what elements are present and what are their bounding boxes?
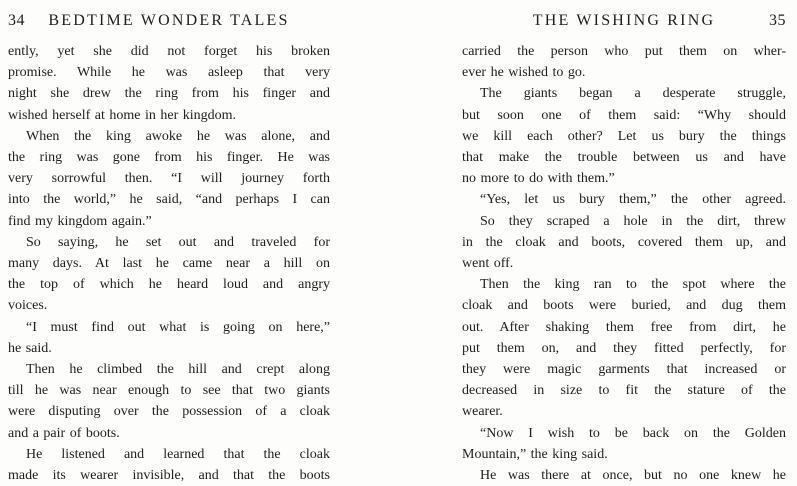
text-line: voices. (8, 298, 48, 314)
text-line: made its wearer invisible, and that the boots (8, 468, 330, 484)
text-line: find my kingdom again.” (8, 213, 152, 229)
text-line: Mountain,” the king said. (462, 446, 608, 462)
text-line: He listened and learned that the cloak (26, 446, 330, 462)
paragraph (8, 359, 330, 444)
text-line: night she drew the ring from his finger and (8, 86, 330, 102)
paragraph (462, 423, 786, 465)
text-line: “I must find out what is going on here,” (26, 319, 330, 335)
text-line: and a pair of boots. (8, 425, 120, 441)
left-page (8, 12, 330, 486)
left-running-title: BEDTIME WONDER TALES (48, 12, 290, 29)
text-line: we kill each other? Let us bury the things (462, 128, 786, 144)
paragraph (462, 211, 786, 275)
text-line: the ring was gone from his finger. He was (8, 150, 330, 166)
right-running-head (462, 12, 786, 29)
text-line: Then the king ran to the spot where the (480, 277, 786, 293)
right-page-text (462, 41, 786, 486)
text-line: the top of which he heard loud and angry (8, 277, 330, 293)
text-line: into the world,” he said, “and perhaps I can (8, 192, 330, 208)
paragraph (8, 444, 330, 486)
text-line: went off. (462, 256, 514, 272)
text-line: cloak and boots were buried, and dug them (462, 298, 786, 314)
text-line: Then he climbed the hill and crept along (26, 362, 330, 378)
text-line: So they scraped a hole in the dirt, threw (480, 213, 786, 229)
text-line: carried the person who put them on wher- (462, 44, 786, 59)
text-line: ever he wished to go. (462, 65, 586, 81)
paragraph (462, 465, 786, 486)
text-line: no more to do with them.” (462, 171, 615, 187)
text-line: ently, yet she did not forget his broken (8, 44, 330, 59)
text-line: very sorrowful then. “I will journey forth (8, 171, 330, 187)
text-line: He was there at once, but no one knew he (480, 468, 786, 484)
text-line: “Yes, let us bury them,” the other agreed. (480, 192, 786, 208)
text-line: The giants began a desperate struggle, (480, 86, 786, 102)
text-line: they were magic garments that increased or (462, 362, 786, 378)
paragraph (8, 232, 330, 317)
text-line: promise. While he was asleep that very (8, 65, 330, 81)
paragraph (8, 41, 330, 126)
right-page-number: 35 (769, 12, 786, 29)
text-line: So saying, he set out and traveled for (26, 234, 330, 250)
text-line: that make the trouble between us and have (462, 150, 786, 166)
paragraph (462, 41, 786, 83)
right-page (462, 12, 786, 486)
left-page-text (8, 41, 330, 486)
left-running-head (8, 12, 330, 29)
text-line: decreased in size to fit the stature of the (462, 383, 786, 399)
right-running-title: THE WISHING RING (532, 12, 716, 29)
paragraph (462, 83, 786, 189)
paragraph (462, 274, 786, 422)
paragraph (8, 317, 330, 359)
text-line: but soon one of them said: “Why should (462, 107, 786, 123)
left-page-number: 34 (8, 12, 25, 29)
paragraph (8, 126, 330, 232)
text-line: put them on, and they fitted perfectly, for (462, 340, 786, 356)
text-line: were disputing over the possession of a cloak (8, 404, 330, 420)
text-line: he said. (8, 340, 52, 356)
text-line: in the cloak and boots, covered them up, and (462, 234, 786, 250)
text-line: When the king awoke he was alone, and (26, 128, 330, 144)
text-line: out. After shaking them free from dirt, he (462, 319, 786, 335)
text-line: “Now I wish to be back on the Golden (480, 425, 786, 441)
paragraph (462, 189, 786, 210)
text-line: many days. At last he came near a hill on (8, 256, 330, 272)
text-line: till he was near enough to see that two giants (8, 383, 330, 399)
text-line: wearer. (462, 404, 503, 420)
text-line: wished herself at home in her kingdom. (8, 107, 237, 123)
